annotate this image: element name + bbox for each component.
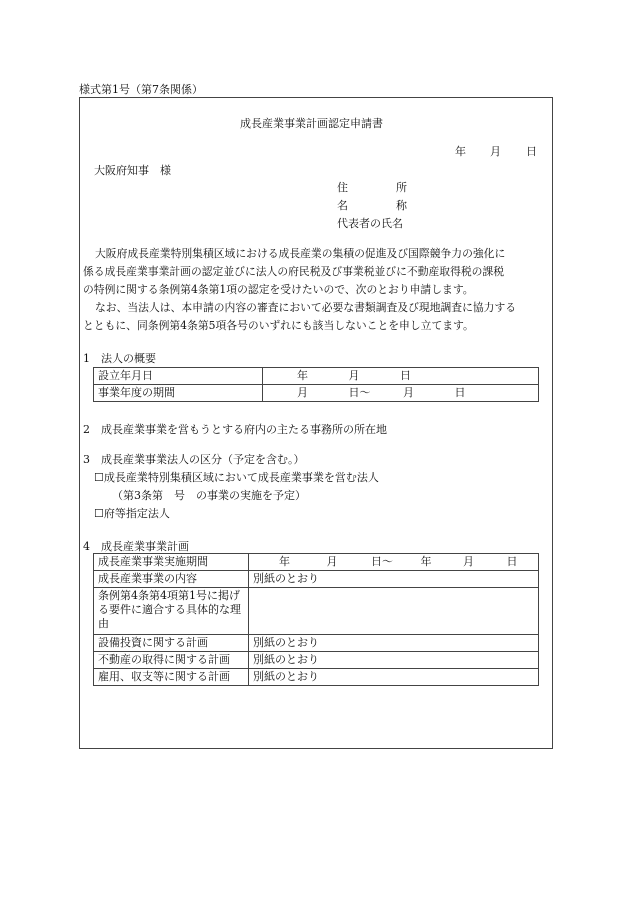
value-day: 日 [454,386,466,399]
form-number: 様式第1号（第7条関係） [79,83,203,96]
period-month: 月 [463,555,474,568]
table-row [94,588,539,635]
value-month: 月 [348,369,360,382]
corporate-overview-table [93,367,539,402]
option-growth-zone-note: （第3条第 号 の事業の実施を予定） [112,489,306,502]
option-growth-zone-checkbox[interactable]: ☐成長産業特別集積区域において成長産業事業を営む法人 [94,471,379,484]
row-label: 設備投資に関する計画 [94,635,249,652]
row-value [263,385,539,402]
value-day: 日 [400,369,411,382]
row-value: 別紙のとおり [249,635,539,652]
address-label-1: 住 [337,181,348,194]
period-year: 年 [279,555,290,568]
page-title: 成長産業事業計画認定申請書 [240,117,383,130]
body-line-3: の特例に関する条例第4条第1項の認定を受けたいので、次のとおり申請します。 [83,283,474,296]
business-plan-table [93,553,539,686]
value-day: 日～ [348,386,371,399]
row-value: 別紙のとおり [249,652,539,669]
body-line-2: 係る成長産業事業計画の認定並びに法人の府民税及び事業税並びに不動産取得税の課税 [83,265,505,278]
row-label: 事業年度の期間 [94,385,263,402]
row-label: 雇用、収支等に関する計画 [94,669,249,686]
section-4-heading: 4 成長産業事業計画 [83,540,189,553]
section-1-heading: 1 法人の概要 [83,352,156,365]
period-day: 日 [506,555,518,568]
row-value [249,588,539,635]
section-2-heading: 2 成長産業事業を営もうとする府内の主たる事務所の所在地 [83,423,387,436]
date-day: 日 [526,145,537,158]
row-label: 成長産業事業の内容 [94,571,249,588]
table-row [94,635,539,652]
row-label: 条例第4条第4項第1号に掲げる要件に適合する具体的な理由 [94,588,249,635]
period-day: 日～ [371,555,393,568]
table-row [94,571,539,588]
row-value: 別紙のとおり [249,669,539,686]
period-year: 年 [420,555,432,568]
table-row [94,669,539,686]
row-value [249,554,539,571]
row-label: 成長産業事業実施期間 [94,554,249,571]
row-label: 不動産の取得に関する計画 [94,652,249,669]
address-label-2: 所 [396,181,407,194]
body-line-4: なお、当法人は、本申請の内容の審査において必要な書類調査及び現地調査に協力する [95,301,517,314]
representative-label: 代表者の氏名 [337,217,403,230]
row-value [263,368,539,385]
table-row [94,368,539,385]
name-label-2: 称 [396,199,407,212]
row-label: 設立年月日 [94,368,263,385]
date-year: 年 [455,145,466,158]
table-row [94,385,539,402]
body-line-5: とともに、同条例第4条第5項各号のいずれにも該当しないことを申し立てます。 [83,319,474,332]
option-designated-checkbox[interactable]: ☐府等指定法人 [94,507,170,520]
date-month: 月 [490,145,501,158]
addressee: 大阪府知事 様 [94,164,171,177]
section-3-heading: 3 成長産業事業法人の区分（予定を含む。） [83,453,305,466]
value-month: 月 [297,386,308,399]
value-year: 年 [297,369,308,382]
table-row [94,554,539,571]
row-value: 別紙のとおり [249,571,539,588]
name-label-1: 名 [337,199,348,212]
value-month: 月 [403,386,414,399]
body-line-1: 大阪府成長産業特別集積区域における成長産業の集積の促進及び国際競争力の強化に [95,247,506,260]
period-month: 月 [326,555,338,568]
table-row [94,652,539,669]
